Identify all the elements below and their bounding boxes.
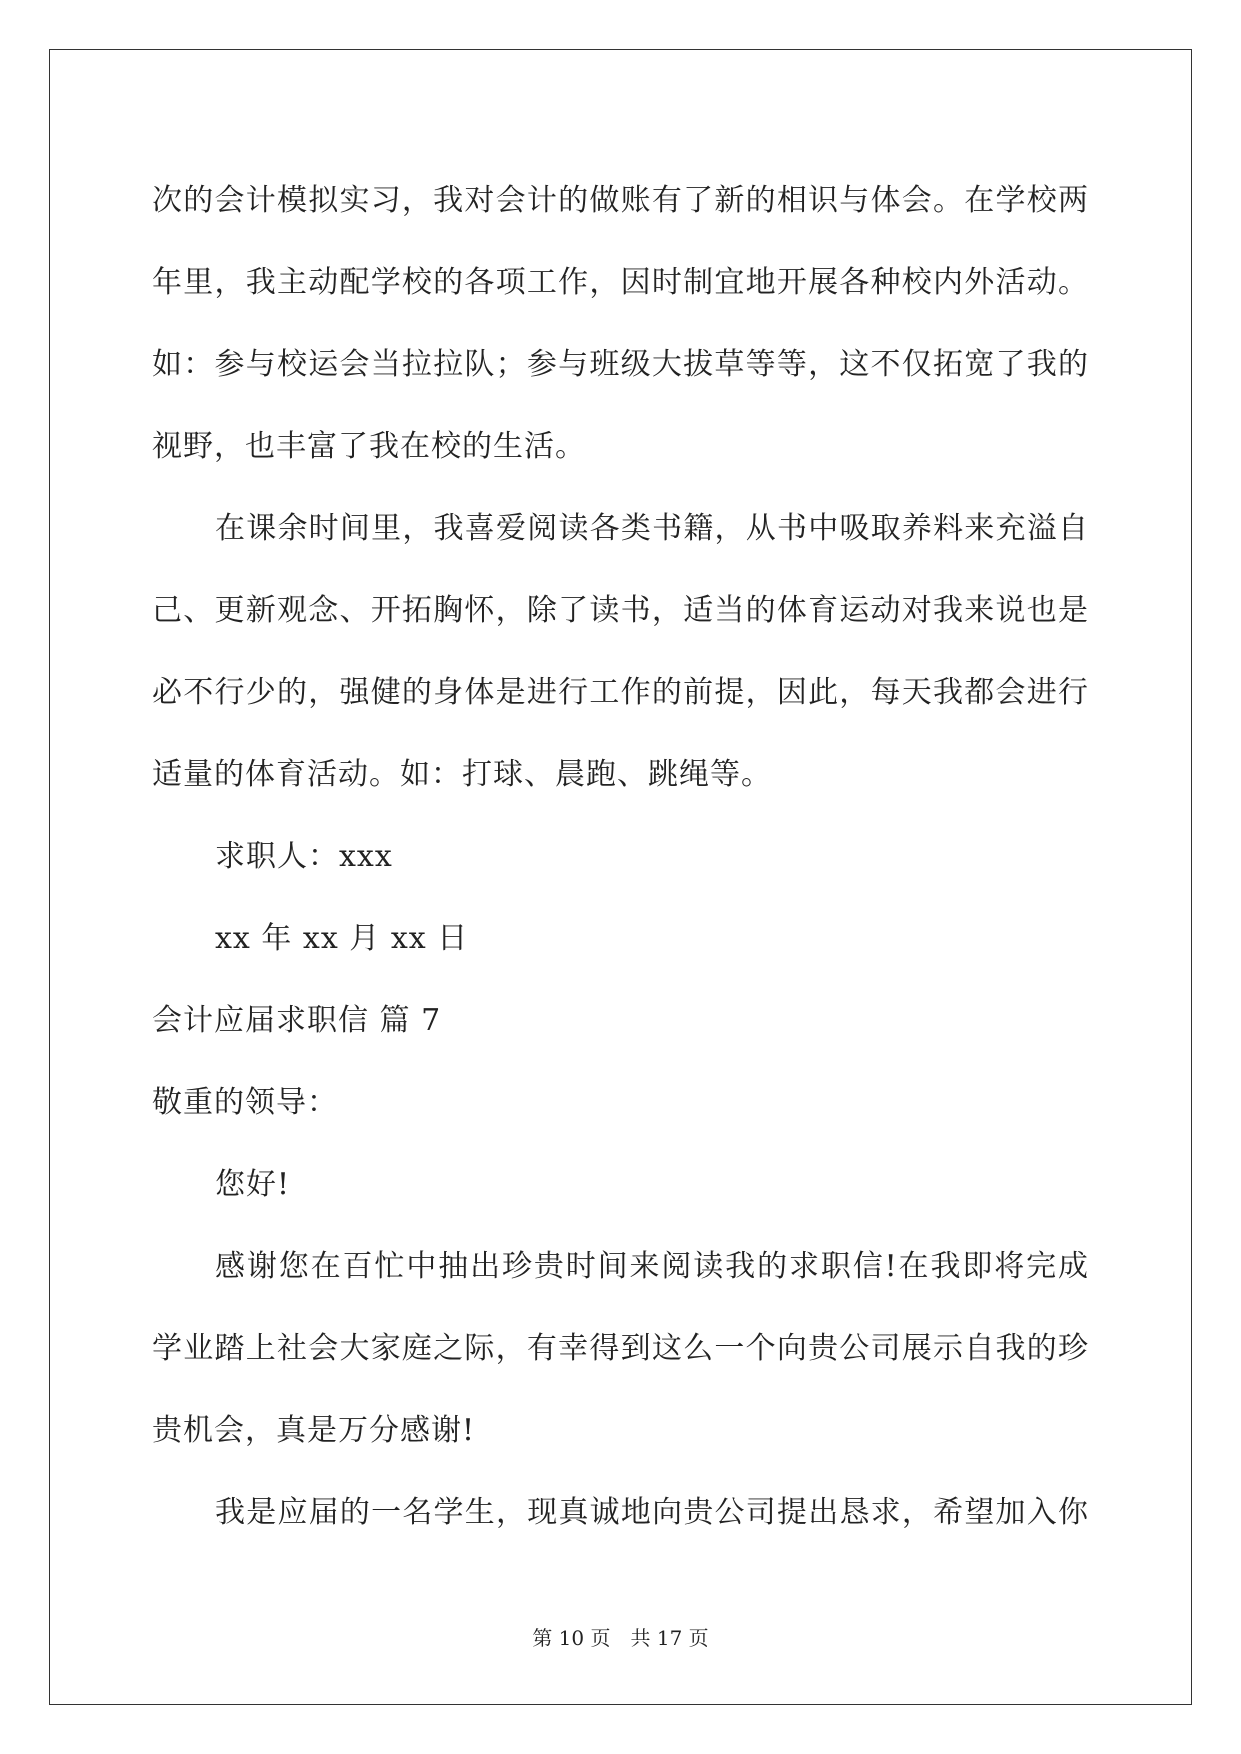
body-line-3: 如：参与校运会当拉拉队；参与班级大拔草等等，这不仅拓宽了我的: [152, 347, 1088, 382]
body-line-4: 视野，也丰富了我在校的生活。: [152, 429, 586, 464]
page-number: 第 10 页: [532, 1626, 611, 1650]
body-line-5: 在课余时间里，我喜爱阅读各类书籍，从书中吸取养料来充溢自: [215, 511, 1088, 546]
greeting: 您好!: [215, 1167, 291, 1202]
body-line-2: 年里，我主动配学校的各项工作，因时制宜地开展各种校内外活动。: [152, 265, 1088, 300]
body-line-6: 己、更新观念、开拓胸怀，除了读书，适当的体育运动对我来说也是: [152, 593, 1088, 628]
body-line-7: 必不行少的，强健的身体是进行工作的前提，因此，每天我都会进行: [152, 675, 1088, 710]
document-body: [152, 160, 1088, 1554]
salutation: 敬重的领导：: [152, 1085, 338, 1120]
page-total: 共 17 页: [630, 1626, 709, 1650]
section-heading: 会计应届求职信 篇 7: [152, 1003, 442, 1038]
page-footer: [0, 1622, 1241, 1651]
body-line-16: 贵机会，真是万分感谢!: [152, 1413, 476, 1448]
body-line-1: 次的会计模拟实习，我对会计的做账有了新的相识与体会。在学校两: [152, 183, 1088, 218]
body-line-17: 我是应届的一名学生，现真诚地向贵公司提出恳求，希望加入你: [215, 1495, 1088, 1530]
signature-date: xx 年 xx 月 xx 日: [215, 921, 469, 956]
body-line-8: 适量的体育活动。如：打球、晨跑、跳绳等。: [152, 757, 772, 792]
signature-applicant: 求职人：xxx: [215, 839, 393, 874]
body-line-14: 感谢您在百忙中抽出珍贵时间来阅读我的求职信!在我即将完成: [215, 1249, 1088, 1284]
body-line-15: 学业踏上社会大家庭之际，有幸得到这么一个向贵公司展示自我的珍: [152, 1331, 1088, 1366]
